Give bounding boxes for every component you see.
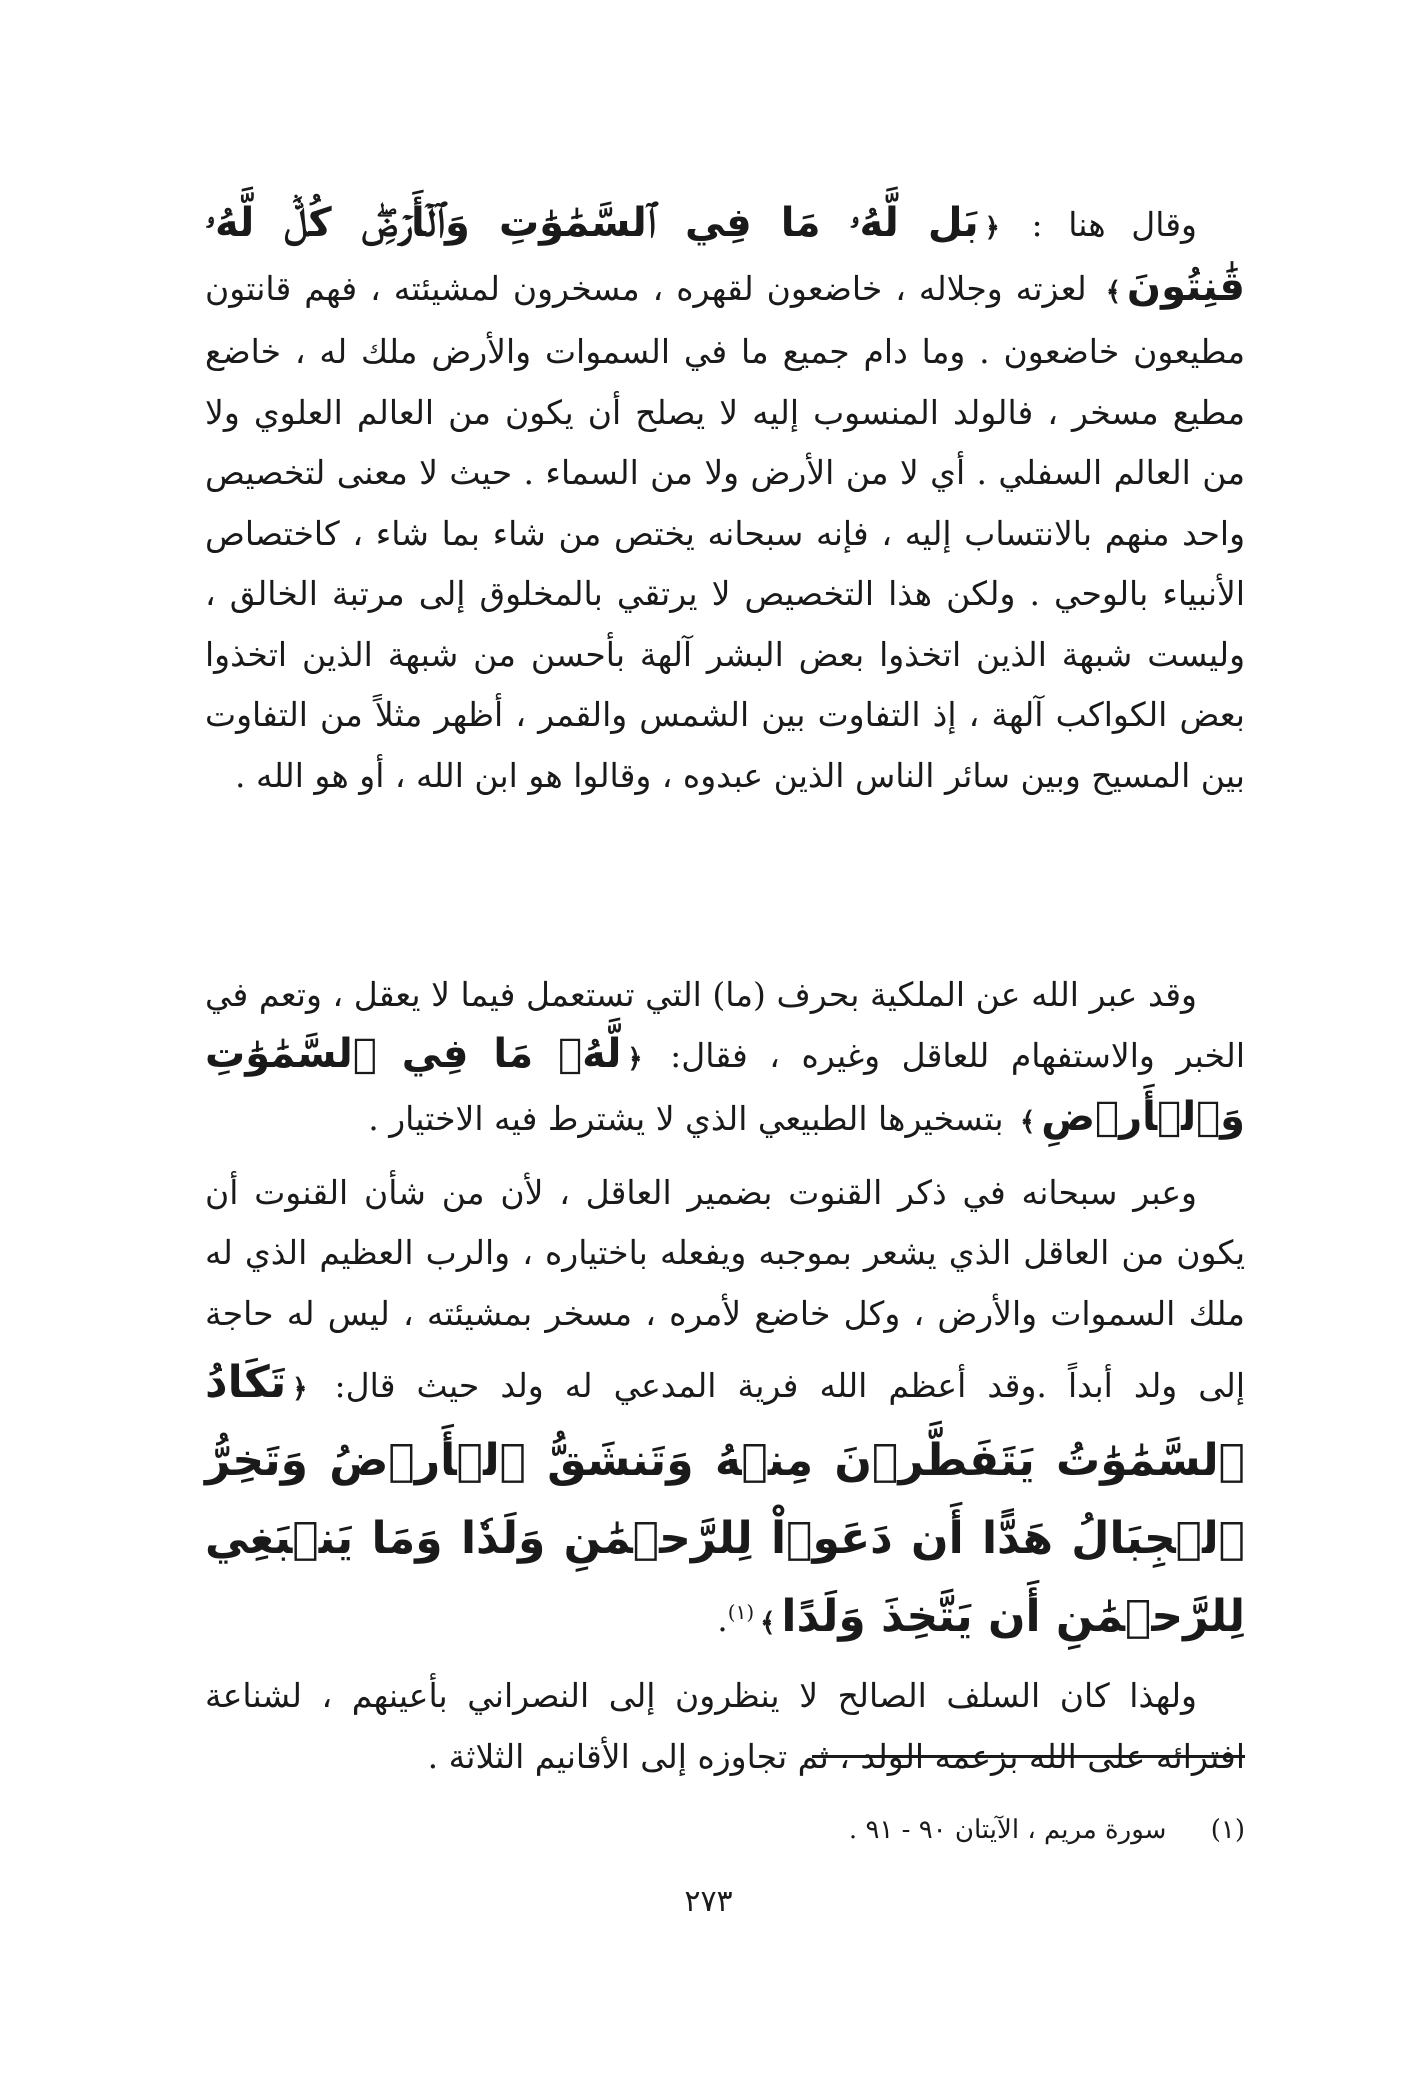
footnote-reference[interactable]: (١) [727, 1600, 755, 1624]
paragraph-3-tail: . [717, 1600, 728, 1639]
quran-verse-3: تَكَادُ ٱلسَّمَٰوَٰتُ يَتَفَطَّرۡنَ مِنۡهُ وَتَنشَقُّ ٱلۡأَرۡضُ وَتَخِرُّ ٱلۡجِبَالُ هَدًّا أَن دَعَوۡاْ لِلرَّحۡمَٰنِ وَلَدٗا وَمَا يَنۢبَغِي لِلرَّحۡمَٰنِ أَن يَتَّخِذَ وَلَدًا [205, 1357, 1245, 1642]
paragraph-2-lead: وقد عبر الله عن الملكية بحرف (ما) التي تستعمل فيما لا يعقل ، وتعم في الخبر والاستفهام للعاقل وغيره ، فقال: [205, 975, 1246, 1075]
paragraph-3-lead: وعبر سبحانه في ذكر القنوت بضمير العاقل ، لأن من شأن القنوت أن يكون من العاقل الذي يشعر بموجبه ويفعله باختياره ، والرب العظيم الذي له ملك السموات والأرض ، وكل خاضع لأمره ، مسخر بمشيئته ، ليس له حاجة إلى ولد أبداً .وقد أعظم الله فرية المدعي له ولد حيث قال: [205, 1172, 1245, 1405]
paragraph-1-body: لعزته وجلاله ، خاضعون لقهره ، مسخرون لمشيئته ، فهم قانتون مطيعون خاضعون . وما دام جميع ما في السموات والأرض ملك له ، خاضع مطيع مسخر ، فالولد المنسوب إليه لا يصلح أن يكون من العالم العلوي ولا من العالم السفلي . أي لا من الأرض ولا من السماء . حيث لا معنى لتخصيص واحد منهم بالانتساب إليه ، فإنه سبحانه يختص من شاء بما شاء ، كاختصاص الأنبياء بالوحي . ولكن هذا التخصيص لا يرتقي بالمخلوق إلى مرتبة الخالق ، وليست شبهة الذين اتخذوا بعض البشر آلهة بأحسن من شبهة الذين اتخذوا بعض الكواكب آلهة ، إذ التفاوت بين الشمس والقمر ، أظهر مثلاً من التفاوت بين المسيح وبين سائر الناس الذين عبدوه ، وقالوا هو ابن الله ، أو هو الله . [205, 268, 1245, 795]
paragraph-4-body: ولهذا كان السلف الصالح لا ينظرون إلى النصراني بأعينهم ، لشناعة افترائه على الله بزعمه الولد ، ثم تجاوزه إلى الأقانيم الثلاثة . [205, 1676, 1245, 1776]
paragraph-3 [205, 1163, 1245, 1657]
ayah-close-bracket: ﴾ [760, 1608, 776, 1638]
quran-verse-1: بَل لَّهُۥ مَا فِي ٱلسَّمَٰوَٰتِ وَٱلۡأَرۡضِۖ كُلّٞ لَّهُۥ قَٰنِتُونَ [205, 200, 1245, 310]
paragraph-2-body: بتسخيرها الطبيعي الذي لا يشترط فيه الاختيار . [368, 1099, 1004, 1138]
ayah-close-bracket: ﴾ [1020, 1107, 1036, 1137]
ayah-open-bracket: ﴿ [292, 1374, 308, 1404]
main-text-block-1 [205, 195, 1245, 806]
paragraph-1-lead: وقال هنا : [1031, 205, 1197, 244]
paragraph-2 [205, 965, 1245, 1153]
ayah-open-bracket: ﴿ [984, 213, 1000, 243]
ayah-open-bracket: ﴿ [627, 1043, 643, 1074]
main-text-block-2 [205, 965, 1245, 1787]
footnote [750, 1810, 1245, 1850]
paragraph-4 [205, 1666, 1245, 1787]
quran-verse-2: لَّهُۥ مَا فِي ٱلسَّمَٰوَٰتِ وَٱلۡأَرۡضِ [205, 1030, 1245, 1140]
paragraph-1 [205, 195, 1245, 806]
page-number: ٢٧٣ [684, 1884, 733, 1919]
ayah-close-bracket: ﴾ [1105, 276, 1121, 307]
footnote-divider [812, 1755, 1245, 1758]
footnote-number: (١) [1210, 1815, 1245, 1845]
footnote-text: سورة مريم ، الآيتان ٩٠ - ٩١ . [848, 1815, 1167, 1845]
